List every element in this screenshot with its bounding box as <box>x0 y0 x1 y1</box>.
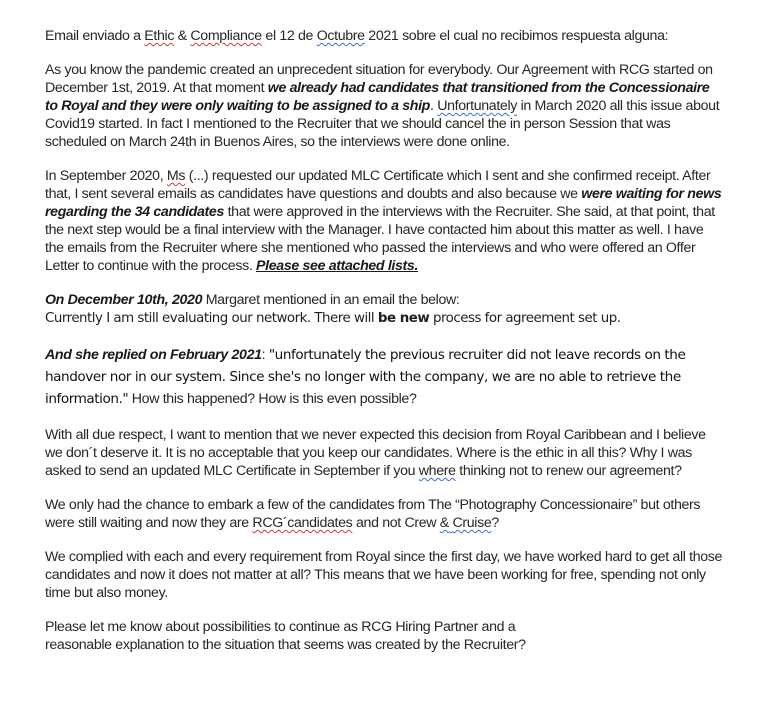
paragraph-respect <box>45 426 725 480</box>
attached-lists-note: Please see attached lists. <box>256 258 419 274</box>
spell-error-ms: Ms <box>166 168 186 184</box>
text-bold: be new <box>377 311 430 326</box>
paragraph-september <box>45 167 725 275</box>
emphasis-34-candidates: were waiting for news regarding the 34 candidates <box>45 186 722 220</box>
text: & <box>174 28 191 44</box>
text: How this happened? How is this even possible? <box>128 391 417 407</box>
grammar-flag-cruise: Cruise <box>452 515 492 531</box>
emphasis-december-date: On December 10th, 2020 <box>45 292 203 308</box>
intro-paragraph <box>45 27 725 45</box>
text: Margaret mentioned in an email the below: <box>202 292 460 308</box>
text: ? <box>491 515 499 531</box>
emphasis-february-date: And she replied on February 2021 <box>45 347 262 363</box>
text: . <box>430 98 438 114</box>
grammar-flag-octubre: Octubre <box>316 28 365 44</box>
paragraph-pandemic <box>45 61 725 151</box>
paragraph-complied <box>45 548 725 602</box>
grammar-flag-amp: & <box>439 515 449 531</box>
text: el 12 de <box>261 28 317 44</box>
text: Email enviado a <box>45 28 145 44</box>
text: As you know the pandemic created an unprecedent situation for everybody. Our Agreement with RCG started on December 1st, 2019. At that moment <box>45 62 713 96</box>
paragraph-february <box>45 344 725 410</box>
spell-error-compliance: Compliance <box>190 28 262 44</box>
quoted-email-margaret <box>45 311 620 326</box>
text: Please let me know about possibilities to continue as RCG Hiring Partner and a <box>45 619 516 635</box>
emphasis-candidates-transitioned: we already had candidates that transitioned from the Concessionaire to Royal and they were only waiting to be assigned to a ship <box>45 80 710 114</box>
paragraph-closing <box>45 618 725 654</box>
text: Currently I am still evaluating our network. There will <box>45 311 378 326</box>
grammar-flag-where: where <box>418 463 456 479</box>
paragraph-december <box>45 291 725 328</box>
spell-error-ethic: Ethic <box>144 28 175 44</box>
spell-error-rcg-candidates: RCG´candidates <box>252 515 353 531</box>
grammar-flag-unfortunately: Unfortunately <box>437 98 518 114</box>
paragraph-embark <box>45 496 725 532</box>
text: 2021 sobre el cual no recibimos respuesta alguna: <box>364 28 669 44</box>
text: : <box>261 347 269 363</box>
document-body <box>45 27 725 670</box>
text: in March 2020 all this issue about Covid19 started. In fact I mentioned to the Recruiter that we should cancel the in person Session that was scheduled on March 24th in Buenos Aires, so the interviews were done online. <box>45 98 720 150</box>
text: In September 2020, <box>45 168 167 184</box>
text: that were approved in the interviews with the Recruiter. She said, at that point, that the next step would be a final interview with the Manager. I have contacted him about this matter as well. I have the emails from the Recruiter where she mentioned who passed the interviews and who were offered an Offer Letter to continue with the process. <box>45 204 715 274</box>
text: thinking not to renew our agreement? <box>455 463 682 479</box>
text: and not Crew <box>352 515 440 531</box>
text: We complied with each and every requirement from Royal since the first day, we have worked hard to get all those candidates and now it does not matter at all? This means that we have been working for free, spending not only time but also money. <box>45 549 723 601</box>
text: (...) requested our updated MLC Certificate which I sent and she confirmed receipt. After that, I sent several emails as candidates have questions and doubts and also because we <box>45 168 711 202</box>
text: With all due respect, I want to mention that we never expected this decision from Royal Caribbean and I believe we don´t deserve it. It is no acceptable that you keep our candidates. Where is the ethic in all this? Why I was asked to send an updated MLC Certificate in September if you <box>45 427 706 479</box>
text: We only had the chance to embark a few of the candidates from The “Photography Concessionaire” but others were still waiting and now they are <box>45 497 701 531</box>
text: reasonable explanation to the situation that seems was created by the Recruiter? <box>45 637 526 653</box>
text: process for agreement set up. <box>429 311 621 326</box>
quoted-reply: "unfortunately the previous recruiter did not leave records on the handover nor in our system. Since she's no longer with the company, we are no able to retrieve the information." <box>45 347 686 407</box>
